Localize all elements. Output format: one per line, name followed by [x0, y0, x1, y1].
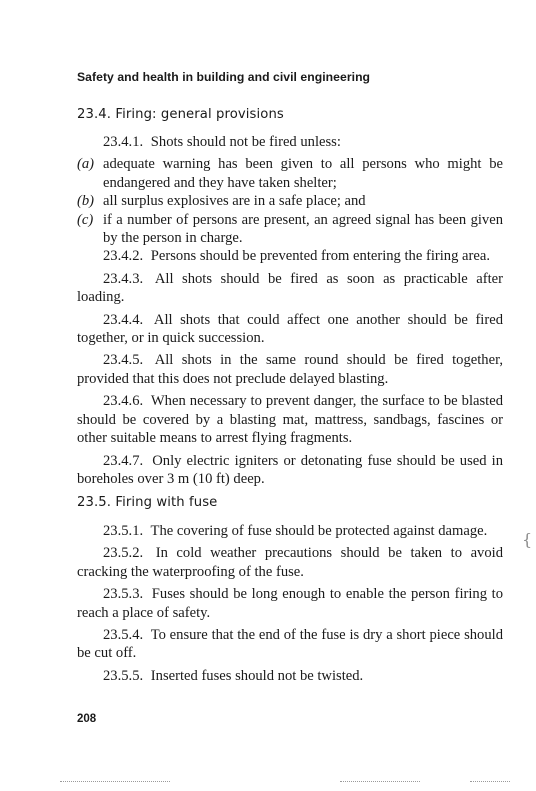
paragraph: [77, 626, 503, 663]
paragraph: [77, 311, 503, 348]
paragraph: [77, 667, 503, 685]
running-head: Safety and health in building and civil engineering: [77, 70, 371, 84]
section-heading-23-4: 23.4. Firing: general provisions: [77, 107, 284, 122]
paragraph-number: 23.4.2.: [103, 248, 144, 265]
paragraph-text: Inserted fuses should not be twisted.: [150, 667, 364, 684]
list-item: [77, 211, 503, 248]
paragraph-number: 23.5.3.: [103, 586, 144, 603]
paragraph: [77, 544, 503, 581]
paragraph-number: 23.4.7.: [103, 452, 144, 469]
paragraph-text: When necessary to prevent danger, the surface to be blasted should be covered by a blasting mat, mattress, sandbags, fascines or other suitable means to arrest flying fragments.: [77, 393, 503, 447]
paragraph-text: All shots that could affect one another should be fired together, or in quick succession.: [77, 311, 503, 347]
paragraph-text: Fuses should be long enough to enable the person firing to reach a place of safety.: [77, 586, 504, 621]
list-item-text: all surplus explosives are in a safe place; and: [103, 193, 366, 210]
paragraph: [77, 247, 503, 265]
paragraph-text: Only electric igniters or detonating fuse should be used in boreholes over 3 m (10 ft) deep.: [77, 452, 503, 487]
paragraph: [77, 351, 503, 388]
paragraph-number: 23.5.4.: [103, 627, 144, 644]
list-item: [77, 192, 503, 210]
paragraph-text: The covering of fuse should be protected against damage.: [150, 523, 488, 539]
paragraph: [77, 270, 503, 307]
paragraph: [77, 392, 503, 447]
list-item-label: (b): [77, 193, 95, 210]
scan-rule-left: [60, 781, 170, 782]
list-item: [77, 155, 503, 192]
paragraph-text: All shots in the same round should be fired together, provided that this does not preclude delayed blasting.: [77, 352, 503, 387]
paragraph-number: 23.4.5.: [103, 352, 144, 369]
paragraph-text: Persons should be prevented from entering the firing area.: [150, 248, 490, 265]
paragraph-number: 23.4.1.: [103, 134, 144, 150]
list-item-label: (c): [77, 211, 94, 228]
paragraph-number: 23.5.5.: [103, 667, 144, 684]
scan-rule-mid: [340, 781, 420, 782]
paragraph-text: In cold weather precautions should be taken to avoid cracking the waterproofing of the fuse.: [77, 545, 503, 580]
paragraph-number: 23.5.2.: [103, 545, 144, 562]
paragraph: [77, 452, 503, 489]
scan-mark: {: [522, 530, 533, 549]
paragraph-text: To ensure that the end of the fuse is dry a short piece should be cut off.: [77, 627, 503, 662]
section-body-23-4: [77, 133, 503, 492]
section-heading-23-5: 23.5. Firing with fuse: [77, 495, 218, 510]
paragraph-number: 23.5.1.: [103, 523, 144, 539]
paragraph-text: Shots should not be fired unless:: [150, 134, 341, 150]
paragraph-number: 23.4.3.: [103, 270, 144, 287]
paragraph: [77, 522, 503, 540]
paragraph-number: 23.4.4.: [103, 311, 144, 328]
list-item-label: (a): [77, 156, 95, 173]
paragraph: [77, 585, 503, 622]
paragraph-text: All shots should be fired as soon as practicable after loading.: [77, 270, 504, 306]
paragraph: [77, 133, 503, 151]
list-item-text: adequate warning has been given to all persons who might be endangered and they have taken shelter;: [103, 156, 503, 191]
section-body-23-5: [77, 522, 503, 689]
list-item-text: if a number of persons are present, an agreed signal has been given by the person in charge.: [103, 211, 503, 247]
paragraph-number: 23.4.6.: [103, 393, 144, 410]
scan-rule-right: [470, 781, 510, 782]
page-number: 208: [77, 713, 97, 725]
